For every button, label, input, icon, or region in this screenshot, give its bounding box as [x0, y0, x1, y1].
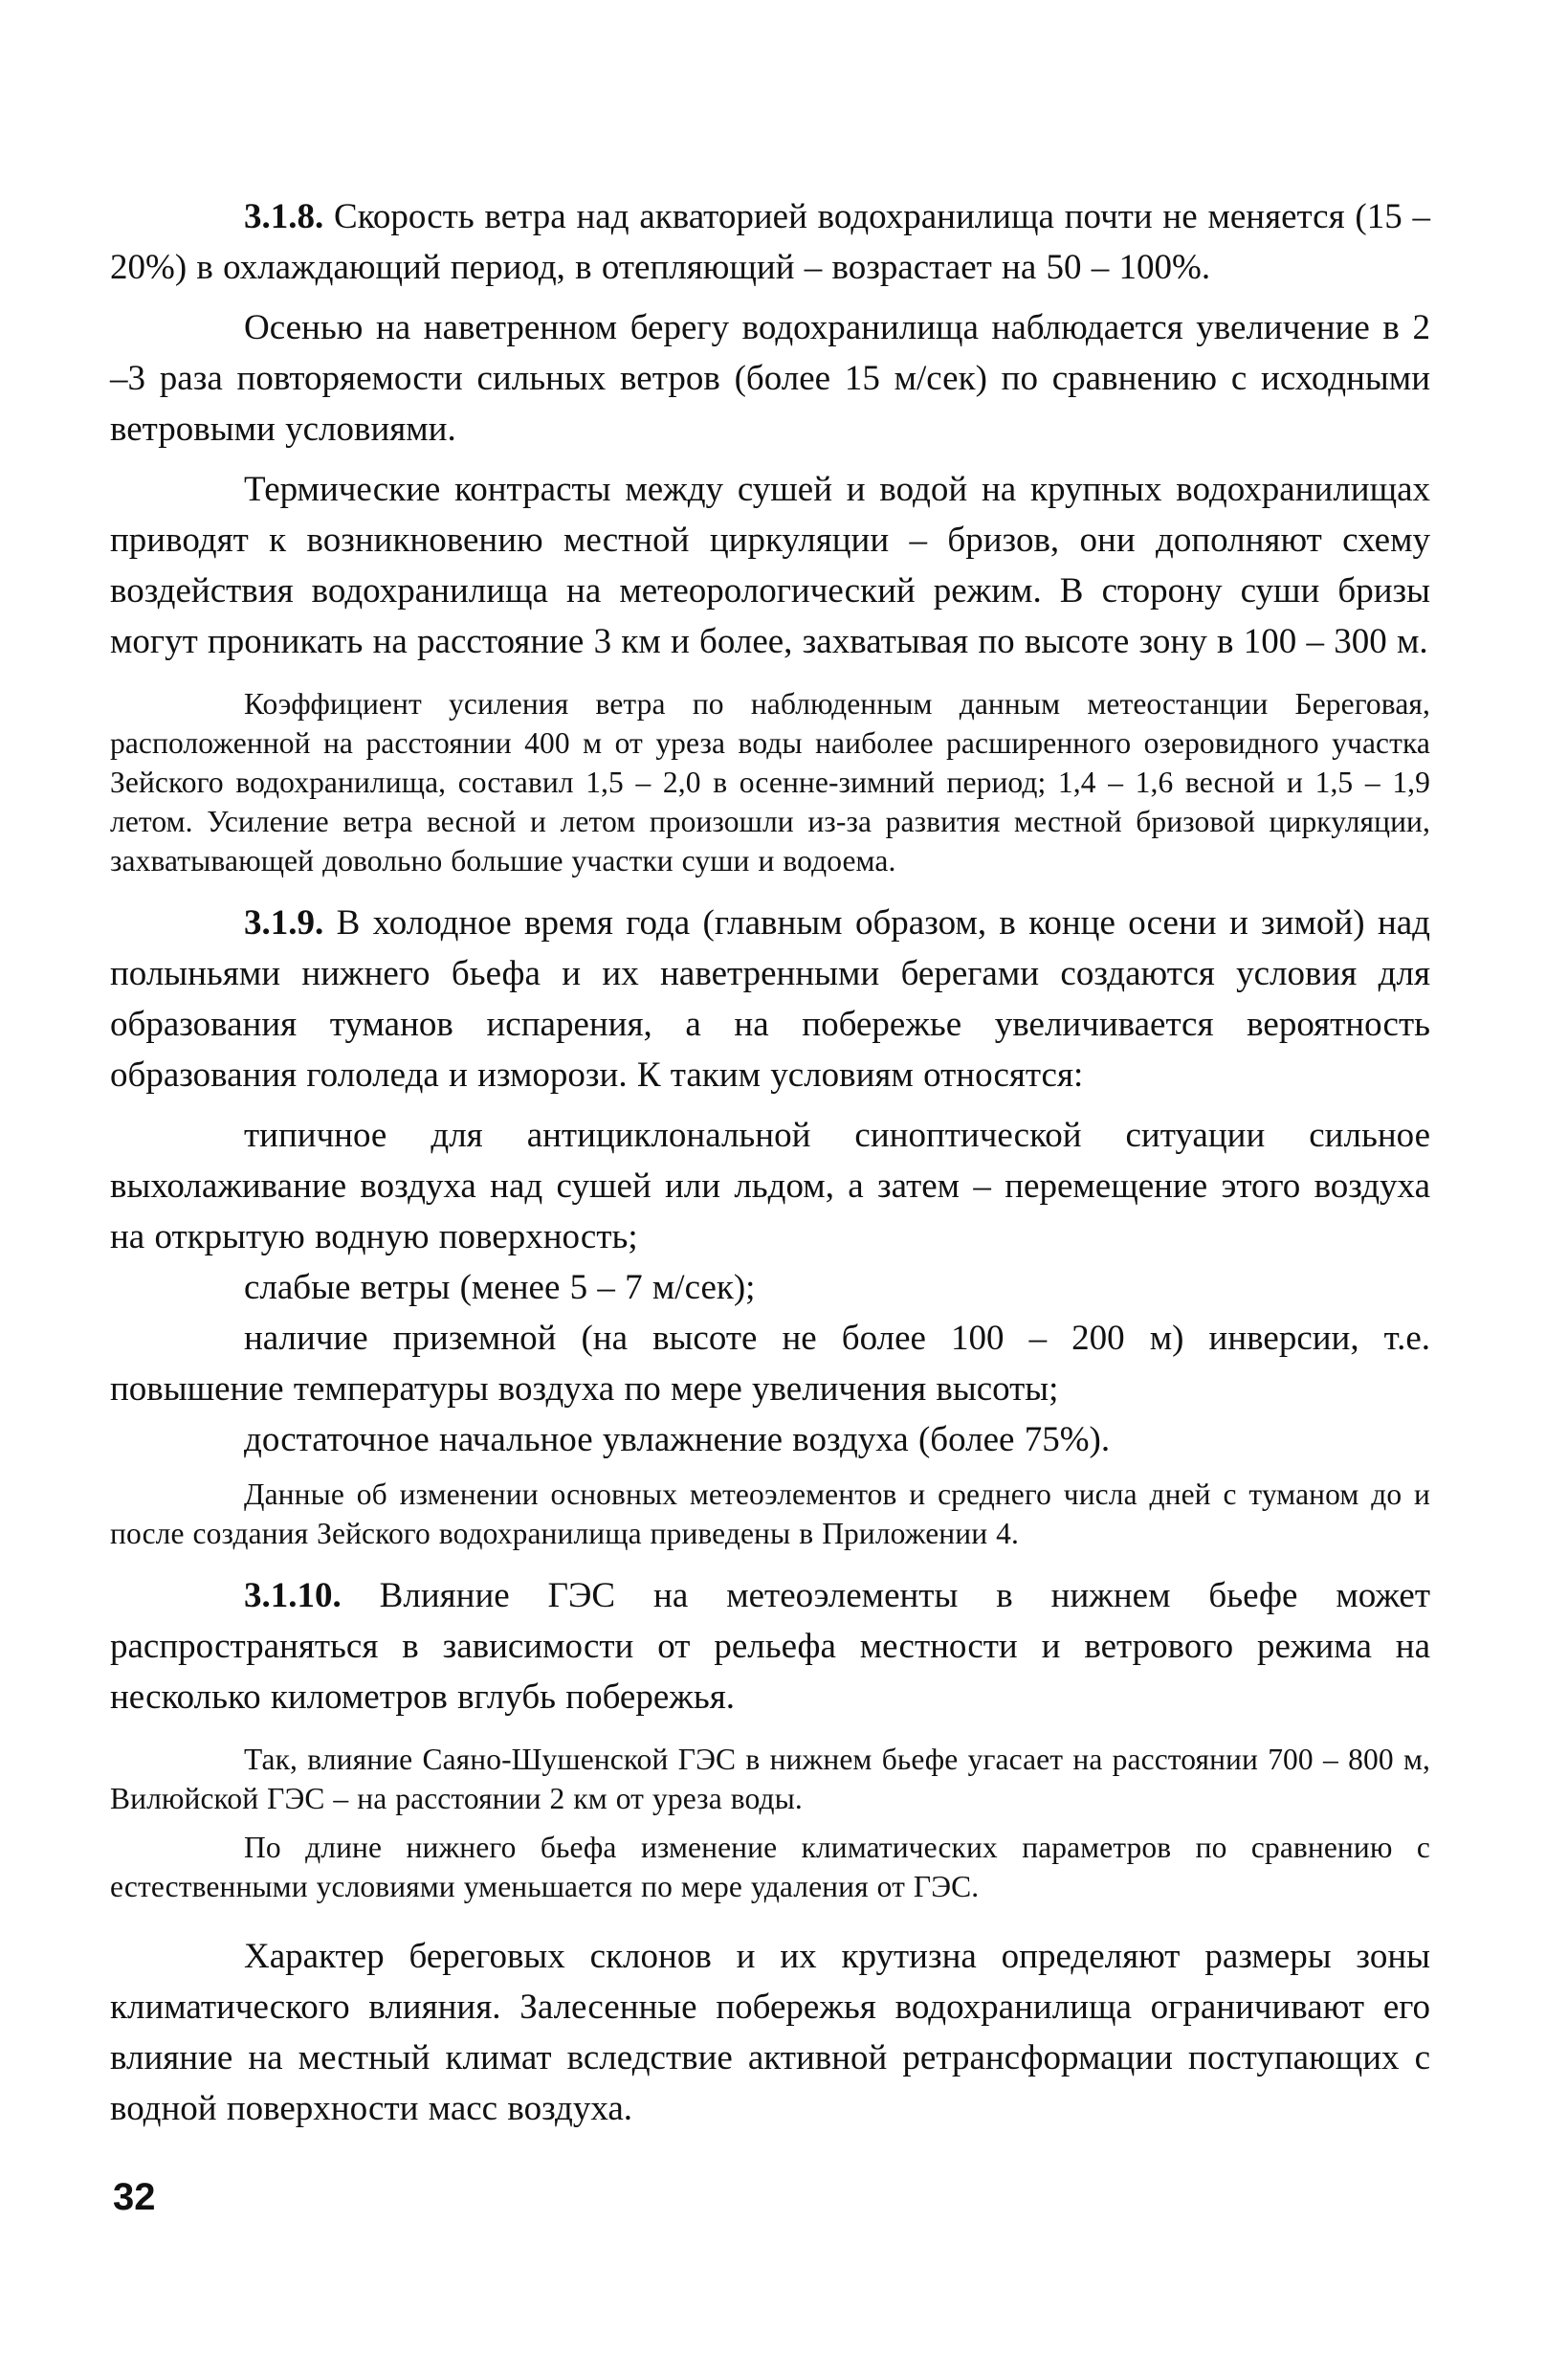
paragraph-text: Так, влияние Саяно-Шушенской ГЭС в нижнем бьефе угасает на расстоянии 700 – 800 м, Вилюйской ГЭС – на расстоянии 2 км от уреза воды.: [110, 1743, 1430, 1815]
list-item-weak-winds: [110, 1262, 1430, 1313]
paragraph-3-1-9: [110, 898, 1430, 1100]
list-item-cooling: [110, 1110, 1430, 1262]
paragraph-3-1-8: [110, 191, 1430, 293]
paragraph-text: Влияние ГЭС на метеоэлементы в нижнем бьефе может распространяться в зависимости от рельефа местности и ветрового режима на несколько километров вглубь побережья.: [110, 1576, 1430, 1717]
paragraph-coastal-slopes: [110, 1931, 1430, 2134]
paragraph-text: слабые ветры (менее 5 – 7 м/сек);: [244, 1268, 756, 1307]
paragraph-text: Данные об изменении основных метеоэлементов и среднего числа дней с туманом до и после создания Зейского водохранилища приведены в Приложении 4.: [110, 1477, 1430, 1550]
paragraph-autumn-winds: [110, 302, 1430, 455]
paragraph-text: Осенью на наветренном берегу водохранилища наблюдается увеличение в 2 –3 раза повторяемости сильных ветров (более 15 м/сек) по сравнению с исходными ветровыми условиями.: [110, 308, 1430, 449]
paragraph-text: Коэффициент усиления ветра по наблюденным данным метеостанции Береговая, расположенной на расстоянии 400 м от уреза воды наиболее расширенного озеровидного участка Зейского водохранилища, составил 1,5 – 2,0 в осенне-зимний период; 1,4 – 1,6 весной и 1,5 – 1,9 летом. Усиление ветра весной и летом произошли из-за развития местной бризовой циркуляции, захватывающей довольно большие участки суши и водоема.: [110, 687, 1430, 877]
paragraph-text: В холодное время года (главным образом, в конце осени и зимой) над полыньями нижнего бьефа и их наветренными берегами создаются условия для образования туманов испарения, а на побережье увеличивается вероятность образования гололеда и изморози. К таким условиям относятся:: [110, 903, 1430, 1095]
paragraph-breezes: [110, 464, 1430, 667]
paragraph-appendix-reference: [110, 1475, 1430, 1553]
list-item-humidity: [110, 1414, 1430, 1465]
paragraph-text: Характер береговых склонов и их крутизна определяют размеры зоны климатического влияния. Залесенные побережья водохранилища ограничивают его влияние на местный климат вследствие активной ретрансформации поступающих с водной поверхности масс воздуха.: [110, 1937, 1430, 2128]
paragraph-text: типичное для антициклональной синоптической ситуации сильное выхолаживание воздуха над сушей или льдом, а затем – перемещение этого воздуха на открытую водную поверхность;: [110, 1116, 1430, 1256]
paragraph-text: Скорость ветра над акваторией водохранилища почти не меняется (15 – 20%) в охлаждающий период, в отепляющий – возрастает на 50 – 100%.: [110, 197, 1430, 287]
paragraph-wind-coefficient: [110, 684, 1430, 880]
paragraph-text: наличие приземной (на высоте не более 100 – 200 м) инверсии, т.е. повышение температуры воздуха по мере увеличения высоты;: [110, 1319, 1430, 1409]
page-number: 32: [113, 2176, 156, 2218]
paragraph-text: Термические контрасты между сушей и водой на крупных водохранилищах приводят к возникновению местной циркуляции – бризов, они дополняют схему воздействия водохранилища на метеорологический режим. В сторону суши бризы могут проникать на расстояние 3 км и более, захватывая по высоте зону в 100 – 300 м.: [110, 470, 1430, 661]
paragraph-sayano-shushenskaya: [110, 1740, 1430, 1818]
paragraph-3-1-10: [110, 1570, 1430, 1722]
paragraph-downstream-length: [110, 1828, 1430, 1906]
section-number: 3.1.9.: [244, 903, 324, 943]
list-item-inversion: [110, 1313, 1430, 1414]
paragraph-text: достаточное начальное увлажнение воздуха (более 75%).: [244, 1420, 1111, 1459]
page-body: [110, 191, 1430, 2134]
paragraph-text: По длине нижнего бьефа изменение климатических параметров по сравнению с естественными условиями уменьшается по мере удаления от ГЭС.: [110, 1831, 1430, 1903]
section-number: 3.1.8.: [244, 197, 324, 236]
section-number: 3.1.10.: [244, 1576, 342, 1615]
